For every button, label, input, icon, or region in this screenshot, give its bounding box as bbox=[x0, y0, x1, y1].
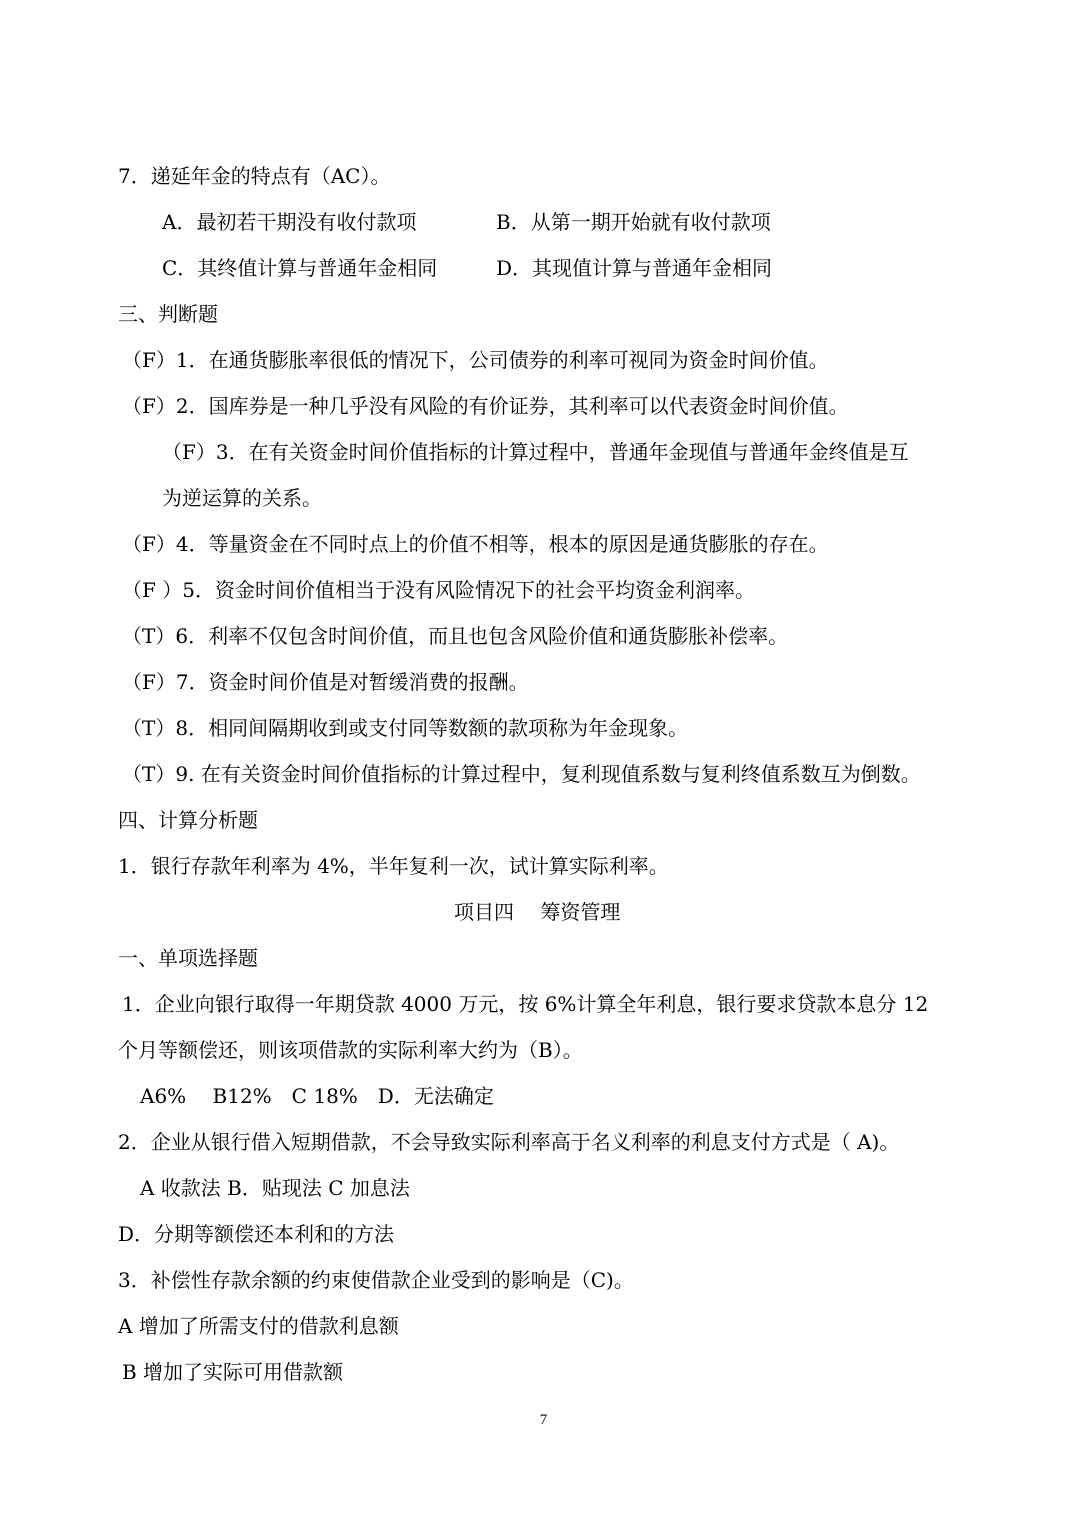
question-7-option-c: C．其终值计算与普通年金相同 bbox=[162, 256, 438, 280]
project-4-title: 项目四 筹资管理 bbox=[454, 900, 621, 924]
choice-question-2-option-d: D．分期等额偿还本利和的方法 bbox=[118, 1222, 395, 1246]
calculation-question-1: 1．银行存款年利率为 4%，半年复利一次，试计算实际利率。 bbox=[118, 854, 669, 878]
judgment-item-7: （F）7．资金时间价值是对暂缓消费的报酬。 bbox=[122, 670, 529, 694]
question-7-option-d: D．其现值计算与普通年金相同 bbox=[496, 256, 773, 280]
judgment-item-9: （T）9. 在有关资金时间价值指标的计算过程中，复利现值系数与复利终值系数互为倒数。 bbox=[122, 762, 921, 786]
choice-question-3-stem: 3．补偿性存款余额的约束使借款企业受到的影响是（C)。 bbox=[118, 1268, 634, 1292]
page-number: 7 bbox=[539, 1412, 548, 1428]
question-7-stem: 7．递延年金的特点有（AC）。 bbox=[118, 164, 391, 188]
judgment-item-6: （T）6．利率不仅包含时间价值，而且也包含风险价值和通货膨胀补偿率。 bbox=[122, 624, 789, 648]
judgment-item-8: （T）8．相同间隔期收到或支付同等数额的款项称为年金现象。 bbox=[122, 716, 689, 740]
choice-question-1-options: A6% B12% C 18% D．无法确定 bbox=[140, 1084, 494, 1108]
choice-question-3-option-a: A 增加了所需支付的借款利息额 bbox=[118, 1314, 399, 1338]
judgment-item-5: （F ）5．资金时间价值相当于没有风险情况下的社会平均资金利润率。 bbox=[122, 578, 755, 602]
section-3-title: 三、判断题 bbox=[118, 302, 218, 326]
single-choice-section-title: 一、单项选择题 bbox=[118, 946, 258, 970]
choice-question-2-stem: 2．企业从银行借入短期借款，不会导致实际利率高于名义利率的利息支付方式是（ A)。 bbox=[118, 1130, 900, 1154]
choice-question-2-options-abc: A 收款法 B．贴现法 C 加息法 bbox=[140, 1176, 410, 1200]
judgment-item-2: （F）2．国库券是一种几乎没有风险的有价证券，其利率可以代表资金时间价值。 bbox=[122, 394, 849, 418]
question-7-option-a: A．最初若干期没有收付款项 bbox=[162, 210, 417, 234]
choice-question-1-line-1: 1．企业向银行取得一年期贷款 4000 万元，按 6%计算全年利息，银行要求贷款本息分 12 bbox=[122, 992, 929, 1016]
section-4-title: 四、计算分析题 bbox=[118, 808, 258, 832]
judgment-item-3-continued: 为逆运算的关系。 bbox=[162, 486, 322, 510]
judgment-item-3: （F）3．在有关资金时间价值指标的计算过程中，普通年金现值与普通年金终值是互 bbox=[162, 440, 909, 464]
question-7-option-b: B．从第一期开始就有收付款项 bbox=[496, 210, 771, 234]
choice-question-1-line-2: 个月等额偿还，则该项借款的实际利率大约为（B）。 bbox=[118, 1038, 583, 1062]
choice-question-3-option-b: B 增加了实际可用借款额 bbox=[122, 1360, 344, 1384]
judgment-item-4: （F）4．等量资金在不同时点上的价值不相等，根本的原因是通货膨胀的存在。 bbox=[122, 532, 829, 556]
judgment-item-1: （F）1．在通货膨胀率很低的情况下，公司债券的利率可视同为资金时间价值。 bbox=[122, 348, 829, 372]
